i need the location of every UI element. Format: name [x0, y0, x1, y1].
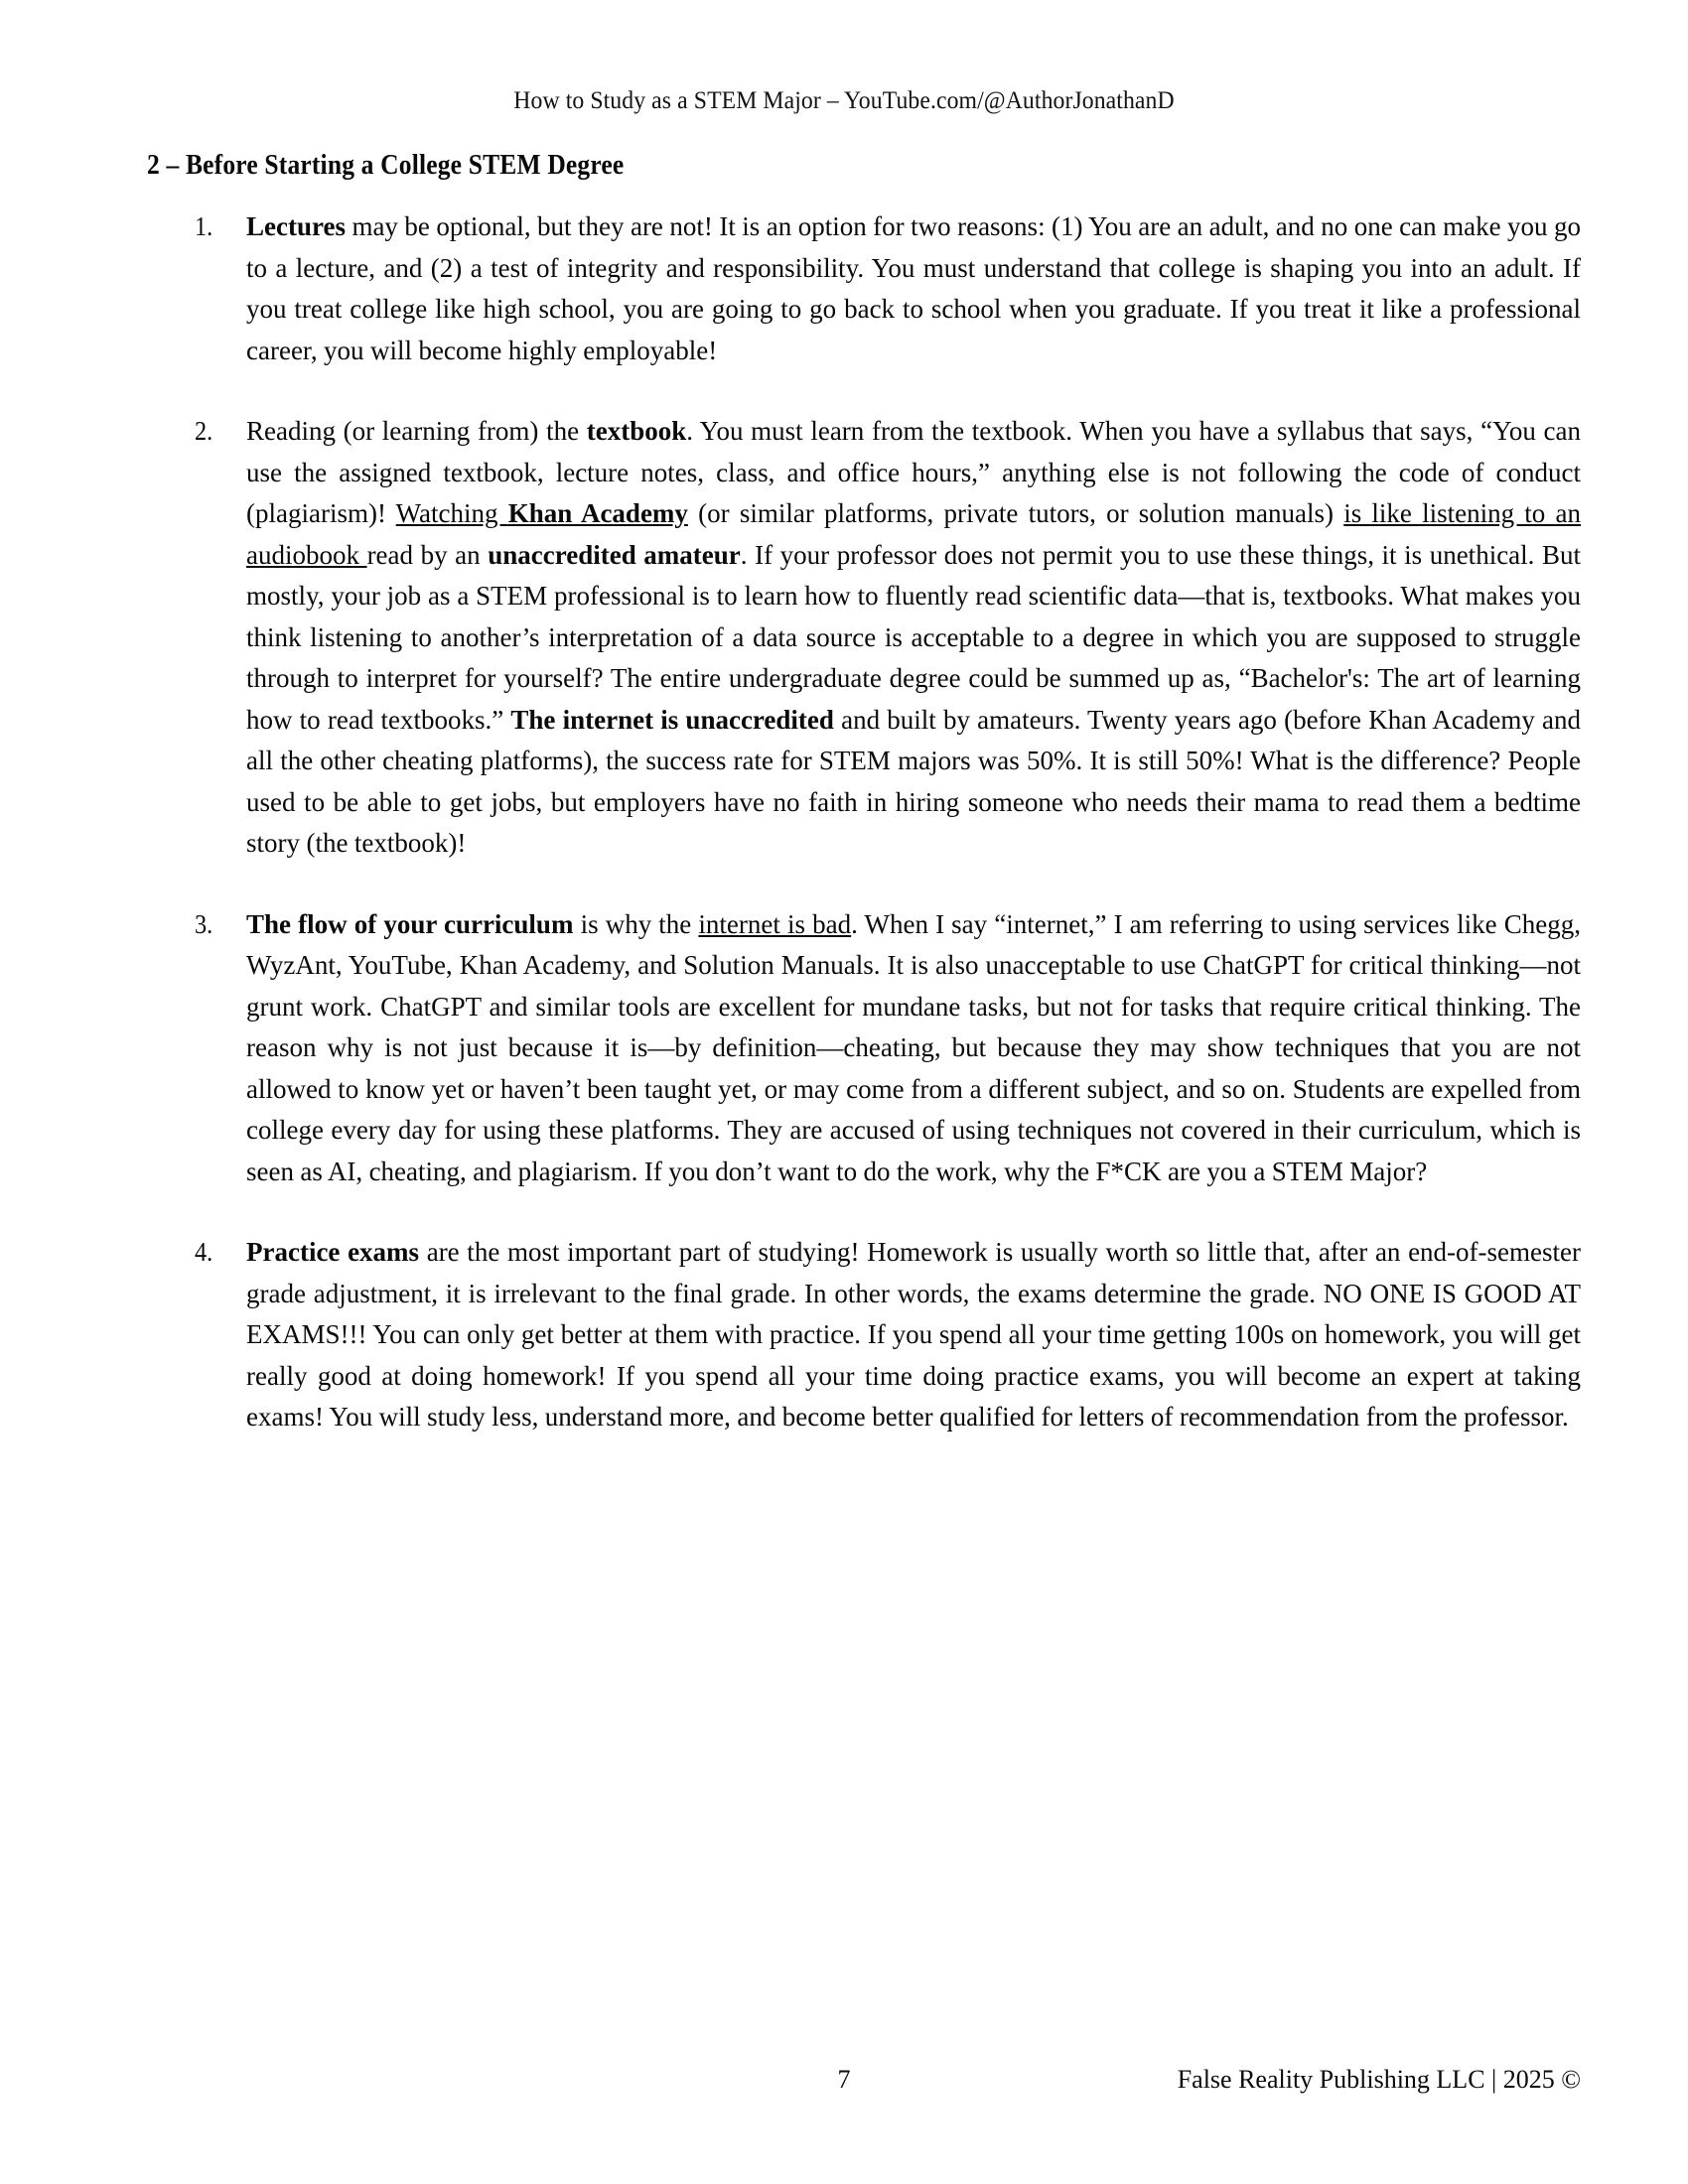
- section-heading: 2 – Before Starting a College STEM Degree: [147, 149, 625, 181]
- list-item-marker: 1.: [195, 211, 213, 241]
- page-number: 7: [837, 2065, 851, 2094]
- list-item-marker: 3.: [195, 908, 213, 939]
- text-segment: internet is bad: [698, 908, 852, 939]
- list-item: [0, 904, 1688, 1193]
- page-footer: [0, 2065, 1688, 2105]
- list-item-text: [246, 904, 1581, 1193]
- text-segment: read by an: [366, 539, 489, 570]
- text-segment: (or similar platforms, private tutors, or solution manuals): [687, 498, 1344, 528]
- text-segment: is why the: [573, 908, 699, 939]
- list-item-marker: 4.: [195, 1237, 213, 1267]
- text-segment: textbook: [586, 416, 687, 446]
- text-segment: are the most important part of studying! Homework is usually worth so little that, after an end-of-semester grade adjustment, it is irrelevant to the final grade. In other words, the exams determine the grade. NO ONE IS GOOD AT EXAMS!!! You can only get better at them with practice. If you spend all your time getting 100s on homework, you will get really good at doing homework! If you spend all your time doing practice exams, you will become an expert at taking exams! You will study less, understand more, and become better qualified for letters of recommendation from the professor.: [246, 1237, 1581, 1432]
- list-item-text: [246, 411, 1581, 865]
- text-segment: unaccredited amateur: [488, 539, 741, 570]
- list-item: [0, 206, 1688, 371]
- text-segment: Practice exams: [246, 1237, 420, 1267]
- text-segment: Reading (or learning from) the: [246, 416, 587, 446]
- text-segment: . If your professor does not permit you to use these things, it is unethical. But mostly, your job as a STEM professional is to learn how to fluently read scientific data—that is, textbooks. What makes you think listening to another’s interpretation of a data source is acceptable to a degree in which you are supposed to struggle through to interpret for yourself? The entire undergraduate degree could be summed up as, “Bachelor's: The art of learning how to read textbooks.”: [246, 539, 1581, 735]
- text-segment: and built by amateurs. Twenty years ago (before Khan Academy and all the other cheating platforms), the success rate for STEM majors was 50%. It is still 50%! What is the difference? People used to be able to get jobs, but employers have no faith in hiring someone who needs their mama to read them a bedtime story (the textbook)!: [246, 704, 1581, 858]
- text-segment: The internet is unaccredited: [510, 704, 834, 735]
- list-item-text: [246, 1232, 1581, 1438]
- list-item-marker: 2.: [195, 416, 213, 446]
- running-header: How to Study as a STEM Major – YouTube.com/@AuthorJonathanD: [513, 85, 1175, 114]
- text-segment: Lectures: [246, 211, 346, 241]
- text-segment: . When I say “internet,” I am referring to using services like Chegg, WyzAnt, YouTube, Khan Academy, and Solution Manuals. It is also unacceptable to use ChatGPT for critical thinking—not grunt work. ChatGPT and similar tools are excellent for mundane tasks, but not for tasks that require critical thinking. The reason why is not just because it is—by definition—cheating, but because they may show techniques that you are not allowed to know yet or haven’t been taught yet, or may come from a different subject, and so on. Students are expelled from college every day for using these platforms. They are accused of using techniques not covered in their curriculum, which is seen as AI, cheating, and plagiarism. If you don’t want to do the work, why the F*CK are you a STEM Major?: [246, 908, 1581, 1186]
- text-segment: . You must learn from the textbook. When you have a syllabus that says, “You can use the assigned textbook, lecture notes, class, and office hours,” anything else is not following the code of conduct (plagiarism)!: [246, 416, 1582, 528]
- numbered-list: [0, 206, 1688, 1438]
- text-segment: is like listening to an audiobook: [246, 498, 1582, 570]
- list-item: [0, 1232, 1688, 1438]
- text-segment: Khan Academy: [507, 498, 688, 528]
- list-item: [0, 411, 1688, 865]
- text-segment: may be optional, but they are not! It is an option for two reasons: (1) You are an adult, and no one can make you go to a lecture, and (2) a test of integrity and responsibility. You must understand that college is shaping you into an adult. If you treat college like high school, you are going to go back to school when you graduate. If you treat it like a professional career, you will become highly employable!: [246, 211, 1581, 365]
- text-segment: Watching: [395, 498, 508, 528]
- publisher-line: False Reality Publishing LLC | 2025 ©: [1177, 2065, 1581, 2094]
- text-segment: The flow of your curriculum: [246, 908, 574, 939]
- list-item-text: [246, 206, 1581, 371]
